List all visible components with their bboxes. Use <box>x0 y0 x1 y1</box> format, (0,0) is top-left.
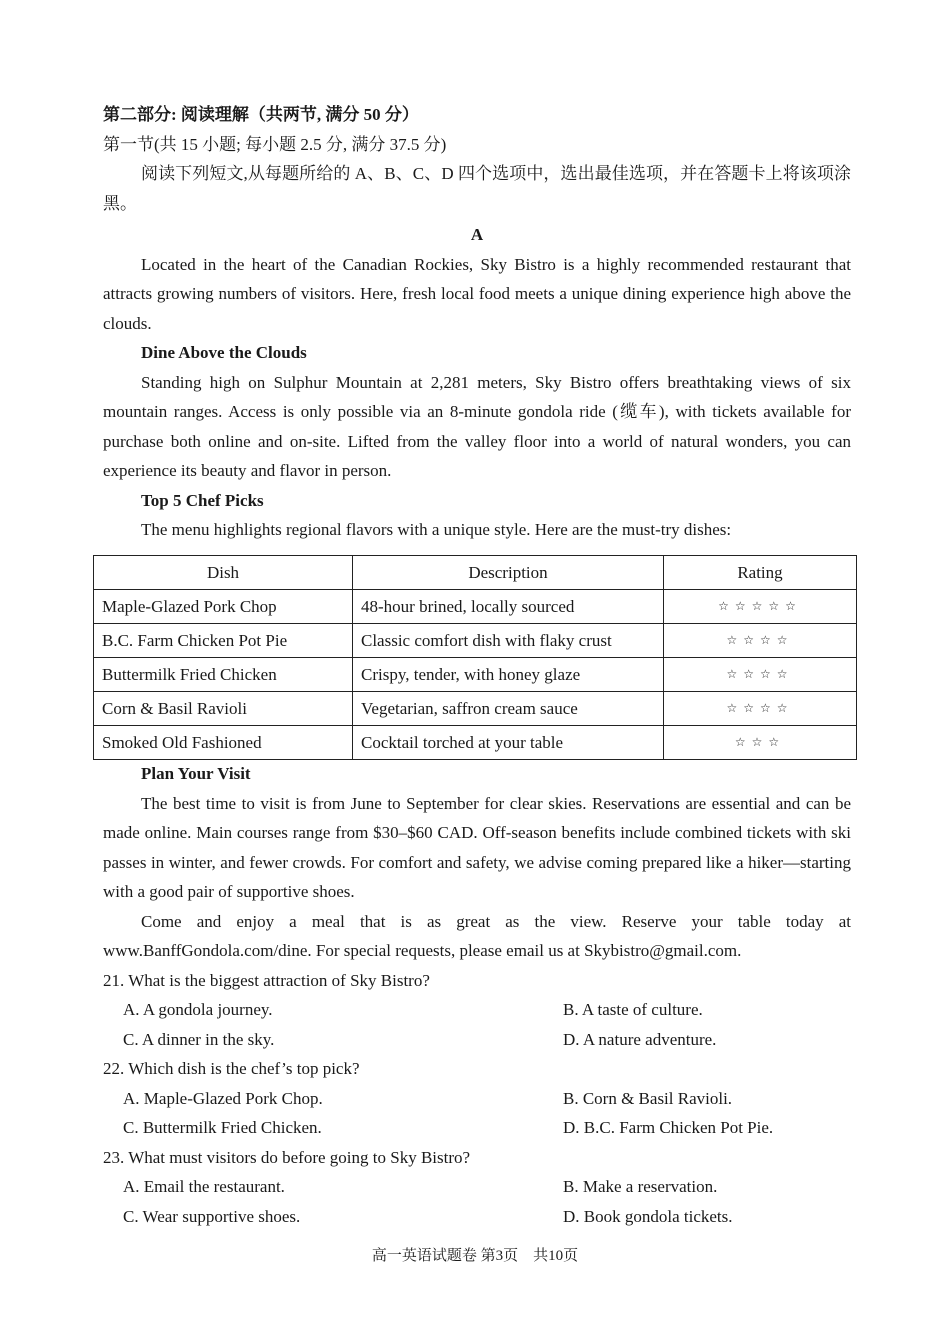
dish-name: B.C. Farm Chicken Pot Pie <box>94 624 353 658</box>
star-icon: ☆ <box>743 701 760 715</box>
star-icon: ☆ <box>768 599 786 613</box>
question-stem: 21. What is the biggest attraction of Sky Bistro? <box>103 970 430 990</box>
option-d[interactable]: D. A nature adventure. <box>563 1029 717 1049</box>
star-icon: ☆ <box>760 667 777 681</box>
star-icon: ☆ <box>751 735 769 749</box>
option-a[interactable]: A. A gondola journey. <box>123 1000 273 1019</box>
table-header-row <box>94 556 857 590</box>
option-b[interactable]: B. Corn & Basil Ravioli. <box>563 1088 733 1108</box>
star-rating <box>664 624 857 658</box>
star-rating <box>664 726 857 760</box>
heading-plan: Plan Your Visit <box>141 764 251 783</box>
question-22 <box>103 1054 851 1143</box>
option-a[interactable]: A. Email the restaurant. <box>123 1177 285 1196</box>
star-icon: ☆ <box>726 633 744 647</box>
table-row <box>94 658 857 692</box>
dish-name: Maple-Glazed Pork Chop <box>94 590 353 624</box>
option-c[interactable]: C. A dinner in the sky. <box>123 1029 275 1049</box>
dish-description: Vegetarian, saffron cream sauce <box>353 692 664 726</box>
header-description: Description <box>353 556 664 590</box>
para-plan: The best time to visit is from June to September for clear skies. Reservations are essential and can be made online. Main courses range from $30–$60 CAD. Off-season benefits include combined tickets with ski passes in winter, and fewer crowds. For comfort and safety, we advise coming prepared like a hiker—starting with a good pair of supportive shoes. <box>103 793 851 901</box>
star-rating <box>664 692 857 726</box>
star-icon: ☆ <box>726 667 744 681</box>
star-icon: ☆ <box>760 701 777 715</box>
dish-description: Cocktail torched at your table <box>353 726 664 760</box>
question-stem: 22. Which dish is the chef’s top pick? <box>103 1059 360 1078</box>
option-d[interactable]: D. Book gondola tickets. <box>563 1206 733 1226</box>
option-d[interactable]: D. B.C. Farm Chicken Pot Pie. <box>563 1118 774 1137</box>
star-icon: ☆ <box>768 735 786 749</box>
star-icon: ☆ <box>734 735 752 749</box>
question-stem: 23. What must visitors do before going to Sky Bistro? <box>103 1147 471 1167</box>
section-title: 第一节(共 15 小题; 每小题 2.5 分, 满分 37.5 分) <box>103 134 447 154</box>
dish-name: Buttermilk Fried Chicken <box>94 658 353 692</box>
dish-name: Smoked Old Fashioned <box>94 726 353 760</box>
star-icon: ☆ <box>776 633 794 647</box>
option-a[interactable]: A. Maple-Glazed Pork Chop. <box>123 1088 323 1108</box>
star-icon: ☆ <box>726 701 744 715</box>
question-21 <box>103 966 851 1055</box>
option-b[interactable]: B. A taste of culture. <box>563 1000 703 1019</box>
dish-description: 48-hour brined, locally sourced <box>353 590 664 624</box>
star-icon: ☆ <box>743 633 760 647</box>
option-c[interactable]: C. Buttermilk Fried Chicken. <box>123 1118 322 1137</box>
instructions: 阅读下列短文,从每题所给的 A、B、C、D 四个选项中，选出最佳选项，并在答题卡上将该项涂黑。 <box>103 164 851 213</box>
star-rating <box>664 590 857 624</box>
star-icon: ☆ <box>751 599 769 613</box>
part-title: 第二部分: 阅读理解（共两节, 满分 50 分） <box>103 105 419 124</box>
page-footer: 高一英语试题卷 第3页 共10页 <box>371 1248 579 1264</box>
dish-description: Crispy, tender, with honey glaze <box>353 658 664 692</box>
option-b[interactable]: B. Make a reservation. <box>563 1177 718 1196</box>
star-rating <box>664 658 857 692</box>
question-23 <box>103 1143 851 1232</box>
star-icon: ☆ <box>734 599 752 613</box>
passage-label: A <box>470 225 484 244</box>
star-icon: ☆ <box>743 667 760 681</box>
para-menu: The menu highlights regional flavors with a unique style. Here are the must-try dishes: <box>141 520 732 539</box>
star-icon: ☆ <box>760 633 777 647</box>
passage-intro: Located in the heart of the Canadian Rockies, Sky Bistro is a highly recommended restaurant that attracts growing numbers of visitors. Here, fresh local food meets a unique dining experience high above the clouds. <box>103 254 851 333</box>
header-dish: Dish <box>94 556 353 590</box>
table-row <box>94 726 857 760</box>
dish-name: Corn & Basil Ravioli <box>94 692 353 726</box>
header-rating: Rating <box>664 556 857 590</box>
dishes-table <box>93 555 857 760</box>
dish-description: Classic comfort dish with flaky crust <box>353 624 664 658</box>
heading-chef-picks: Top 5 Chef Picks <box>141 490 264 510</box>
passage-continued <box>103 759 851 1231</box>
table-row <box>94 692 857 726</box>
exam-header <box>103 100 851 545</box>
heading-dine: Dine Above the Clouds <box>141 343 307 362</box>
para-dine: Standing high on Sulphur Mountain at 2,281 meters, Sky Bistro offers breathtaking views of six mountain ranges. Access is only possible via an 8-minute gondola ride (缆车), with tickets available for purchase both online and on-site. Lifted from the valley floor into a world of natural wonders, you can experience its beauty and flavor in person. <box>103 372 851 480</box>
table-row <box>94 624 857 658</box>
option-c[interactable]: C. Wear supportive shoes. <box>123 1206 301 1226</box>
para-reserve: Come and enjoy a meal that is as great as the view. Reserve your table today at www.BanffGondola.com/dine. For special requests, please email us at Skybistro@gmail.com. <box>103 911 851 960</box>
star-icon: ☆ <box>718 599 735 613</box>
star-icon: ☆ <box>776 667 794 681</box>
star-icon: ☆ <box>785 599 802 613</box>
table-row <box>94 590 857 624</box>
star-icon: ☆ <box>776 701 794 715</box>
